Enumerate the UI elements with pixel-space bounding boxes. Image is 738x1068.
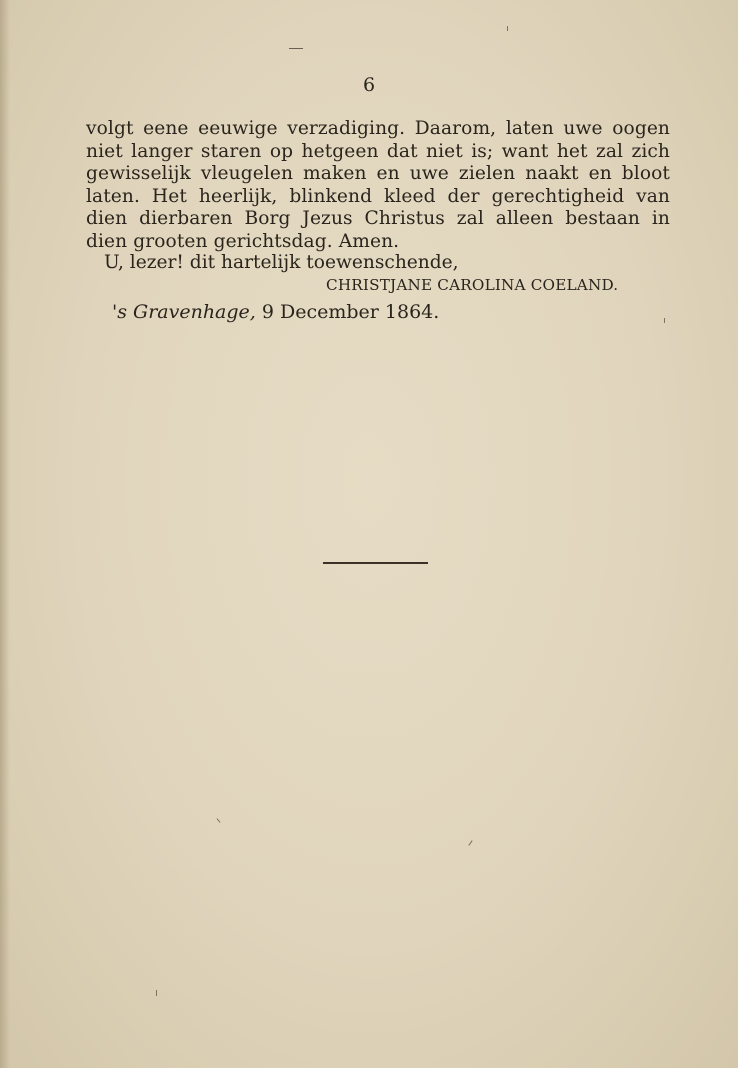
place-name: 's Gravenhage, — [112, 301, 256, 323]
paper-speck — [156, 990, 157, 996]
text-line: dien dierbaren Borg Jezus Christus zal alleen bestaan in — [86, 208, 670, 230]
paper-speck — [507, 26, 508, 31]
text-line: gewisselijk vleugelen maken en uwe zielen naakt en bloot — [86, 163, 670, 185]
closing-greeting: U, lezer! dit hartelijk toewenschende, — [104, 252, 459, 273]
section-divider-rule — [323, 562, 428, 564]
place-date-line — [112, 300, 439, 324]
text-line: dien grooten gerichtsdag. Amen. — [86, 230, 400, 252]
date: 9 December 1864. — [255, 301, 440, 323]
printer-mark — [289, 48, 303, 49]
text-line: niet langer staren op hetgeen dat niet is; want het zal zich — [86, 140, 670, 162]
text-line: laten. Het heerlijk, blinkend kleed der gerechtigheid van — [86, 185, 670, 207]
paper-speck — [664, 318, 665, 323]
text-line: volgt eene eeuwige verzadiging. Daarom, laten uwe oogen — [86, 118, 670, 139]
author-signature: CHRISTJANE CAROLINA COELAND. — [326, 276, 619, 294]
page-number: 6 — [362, 74, 376, 96]
paper-speck — [217, 818, 221, 822]
page-edge-shadow — [0, 0, 10, 1068]
body-paragraph — [86, 118, 670, 254]
paper-speck — [468, 840, 472, 845]
